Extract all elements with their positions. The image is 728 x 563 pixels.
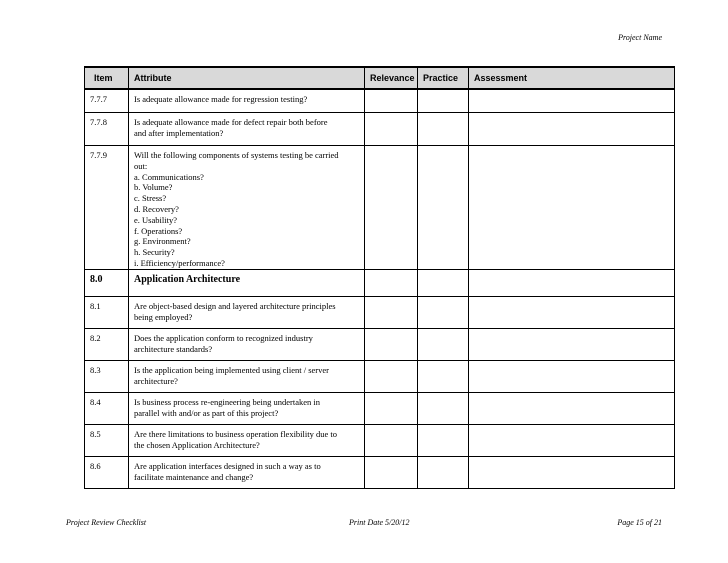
column-header-attribute: Attribute xyxy=(129,67,365,89)
attribute-text xyxy=(129,456,365,488)
attribute-line: a. Communications? xyxy=(134,171,204,182)
attribute-line: and after implementation? xyxy=(134,127,224,138)
column-header-relevance: Relevance xyxy=(365,67,418,89)
practice-cell[interactable] xyxy=(418,424,469,456)
relevance-cell[interactable] xyxy=(365,360,418,392)
table-row xyxy=(85,360,675,392)
relevance-cell[interactable] xyxy=(365,424,418,456)
footer-doc-title: Project Review Checklist xyxy=(66,518,147,527)
table-row xyxy=(85,146,675,270)
assessment-cell[interactable] xyxy=(469,146,675,270)
table-row xyxy=(85,456,675,488)
attribute-line: Does the application conform to recognized industry xyxy=(134,332,313,343)
assessment-cell[interactable] xyxy=(469,392,675,424)
review-checklist-table xyxy=(84,66,675,489)
relevance-cell[interactable] xyxy=(365,392,418,424)
relevance-cell[interactable] xyxy=(365,296,418,328)
attribute-text: Is adequate allowance made for regression testing? xyxy=(129,89,365,113)
column-header-assessment: Assessment xyxy=(469,67,675,89)
table-header-row xyxy=(85,67,675,89)
item-number: 8.1 xyxy=(85,296,129,328)
attribute-line: Is business process re-engineering being undertaken in xyxy=(134,396,320,407)
assessment-cell[interactable] xyxy=(469,296,675,328)
assessment-cell[interactable] xyxy=(469,360,675,392)
attribute-text xyxy=(129,424,365,456)
attribute-line: g. Environment? xyxy=(134,236,191,247)
item-number: 7.7.9 xyxy=(85,146,129,270)
assessment-cell[interactable] xyxy=(469,89,675,113)
attribute-line: Is the application being implemented using client / server xyxy=(134,364,329,375)
practice-cell[interactable] xyxy=(418,146,469,270)
relevance-cell[interactable] xyxy=(365,146,418,270)
item-number: 8.3 xyxy=(85,360,129,392)
item-number: 8.4 xyxy=(85,392,129,424)
item-number: 7.7.7 xyxy=(85,89,129,113)
attribute-text xyxy=(129,392,365,424)
attribute-line: Is adequate allowance made for defect repair both before xyxy=(134,117,328,127)
practice-cell[interactable] xyxy=(418,328,469,360)
attribute-line: facilitate maintenance and change? xyxy=(134,471,254,482)
column-header-item: Item xyxy=(85,67,129,89)
column-header-practice: Practice xyxy=(418,67,469,89)
relevance-cell[interactable] xyxy=(365,269,418,296)
table-row xyxy=(85,392,675,424)
assessment-cell[interactable] xyxy=(469,456,675,488)
attribute-line: h. Security? xyxy=(134,247,175,258)
attribute-line: e. Usability? xyxy=(134,214,177,225)
attribute-line: b. Volume? xyxy=(134,182,173,193)
practice-cell[interactable] xyxy=(418,392,469,424)
attribute-line: Are there limitations to business operation flexibility due to xyxy=(134,428,338,439)
table-row xyxy=(85,296,675,328)
attribute-line: d. Recovery? xyxy=(134,203,179,214)
practice-cell[interactable] xyxy=(418,113,469,146)
table-row xyxy=(85,424,675,456)
relevance-cell[interactable] xyxy=(365,456,418,488)
practice-cell[interactable] xyxy=(418,456,469,488)
attribute-line: the chosen Application Architecture? xyxy=(134,439,260,450)
attribute-text xyxy=(129,146,365,270)
section-header-row xyxy=(85,269,675,296)
assessment-cell[interactable] xyxy=(469,269,675,296)
attribute-text xyxy=(129,296,365,328)
attribute-text xyxy=(129,328,365,360)
item-number: 7.7.8 xyxy=(85,113,129,146)
section-title: Application Architecture xyxy=(129,269,365,296)
practice-cell[interactable] xyxy=(418,269,469,296)
item-number: 8.2 xyxy=(85,328,129,360)
practice-cell[interactable] xyxy=(418,360,469,392)
page-header-project-name: Project Name xyxy=(618,33,662,42)
attribute-line: Are object-based design and layered architecture principles xyxy=(134,300,336,311)
table-row xyxy=(85,89,675,113)
attribute-line: parallel with and/or as part of this project? xyxy=(134,407,279,418)
practice-cell[interactable] xyxy=(418,89,469,113)
relevance-cell[interactable] xyxy=(365,113,418,146)
table-row xyxy=(85,113,675,146)
table-row xyxy=(85,328,675,360)
page-footer xyxy=(66,518,662,530)
item-number: 8.6 xyxy=(85,456,129,488)
relevance-cell[interactable] xyxy=(365,328,418,360)
attribute-line: architecture? xyxy=(134,375,178,386)
assessment-cell[interactable] xyxy=(469,424,675,456)
practice-cell[interactable] xyxy=(418,296,469,328)
attribute-line: being employed? xyxy=(134,311,193,322)
section-number: 8.0 xyxy=(85,269,129,296)
attribute-line: i. Efficiency/performance? xyxy=(134,257,225,268)
attribute-text xyxy=(129,113,365,146)
attribute-text xyxy=(129,360,365,392)
attribute-line: Are application interfaces designed in such a way as to xyxy=(134,460,321,471)
attribute-line: f. Operations? xyxy=(134,225,183,236)
assessment-cell[interactable] xyxy=(469,328,675,360)
footer-page-number: Page 15 of 21 xyxy=(617,518,662,527)
relevance-cell[interactable] xyxy=(365,89,418,113)
item-number: 8.5 xyxy=(85,424,129,456)
attribute-line: out: xyxy=(134,160,148,171)
attribute-line: architecture standards? xyxy=(134,343,213,354)
assessment-cell[interactable] xyxy=(469,113,675,146)
attribute-line: c. Stress? xyxy=(134,193,167,204)
attribute-line: Will the following components of systems testing be carried xyxy=(134,150,339,160)
footer-print-date: Print Date 5/20/12 xyxy=(349,518,410,527)
